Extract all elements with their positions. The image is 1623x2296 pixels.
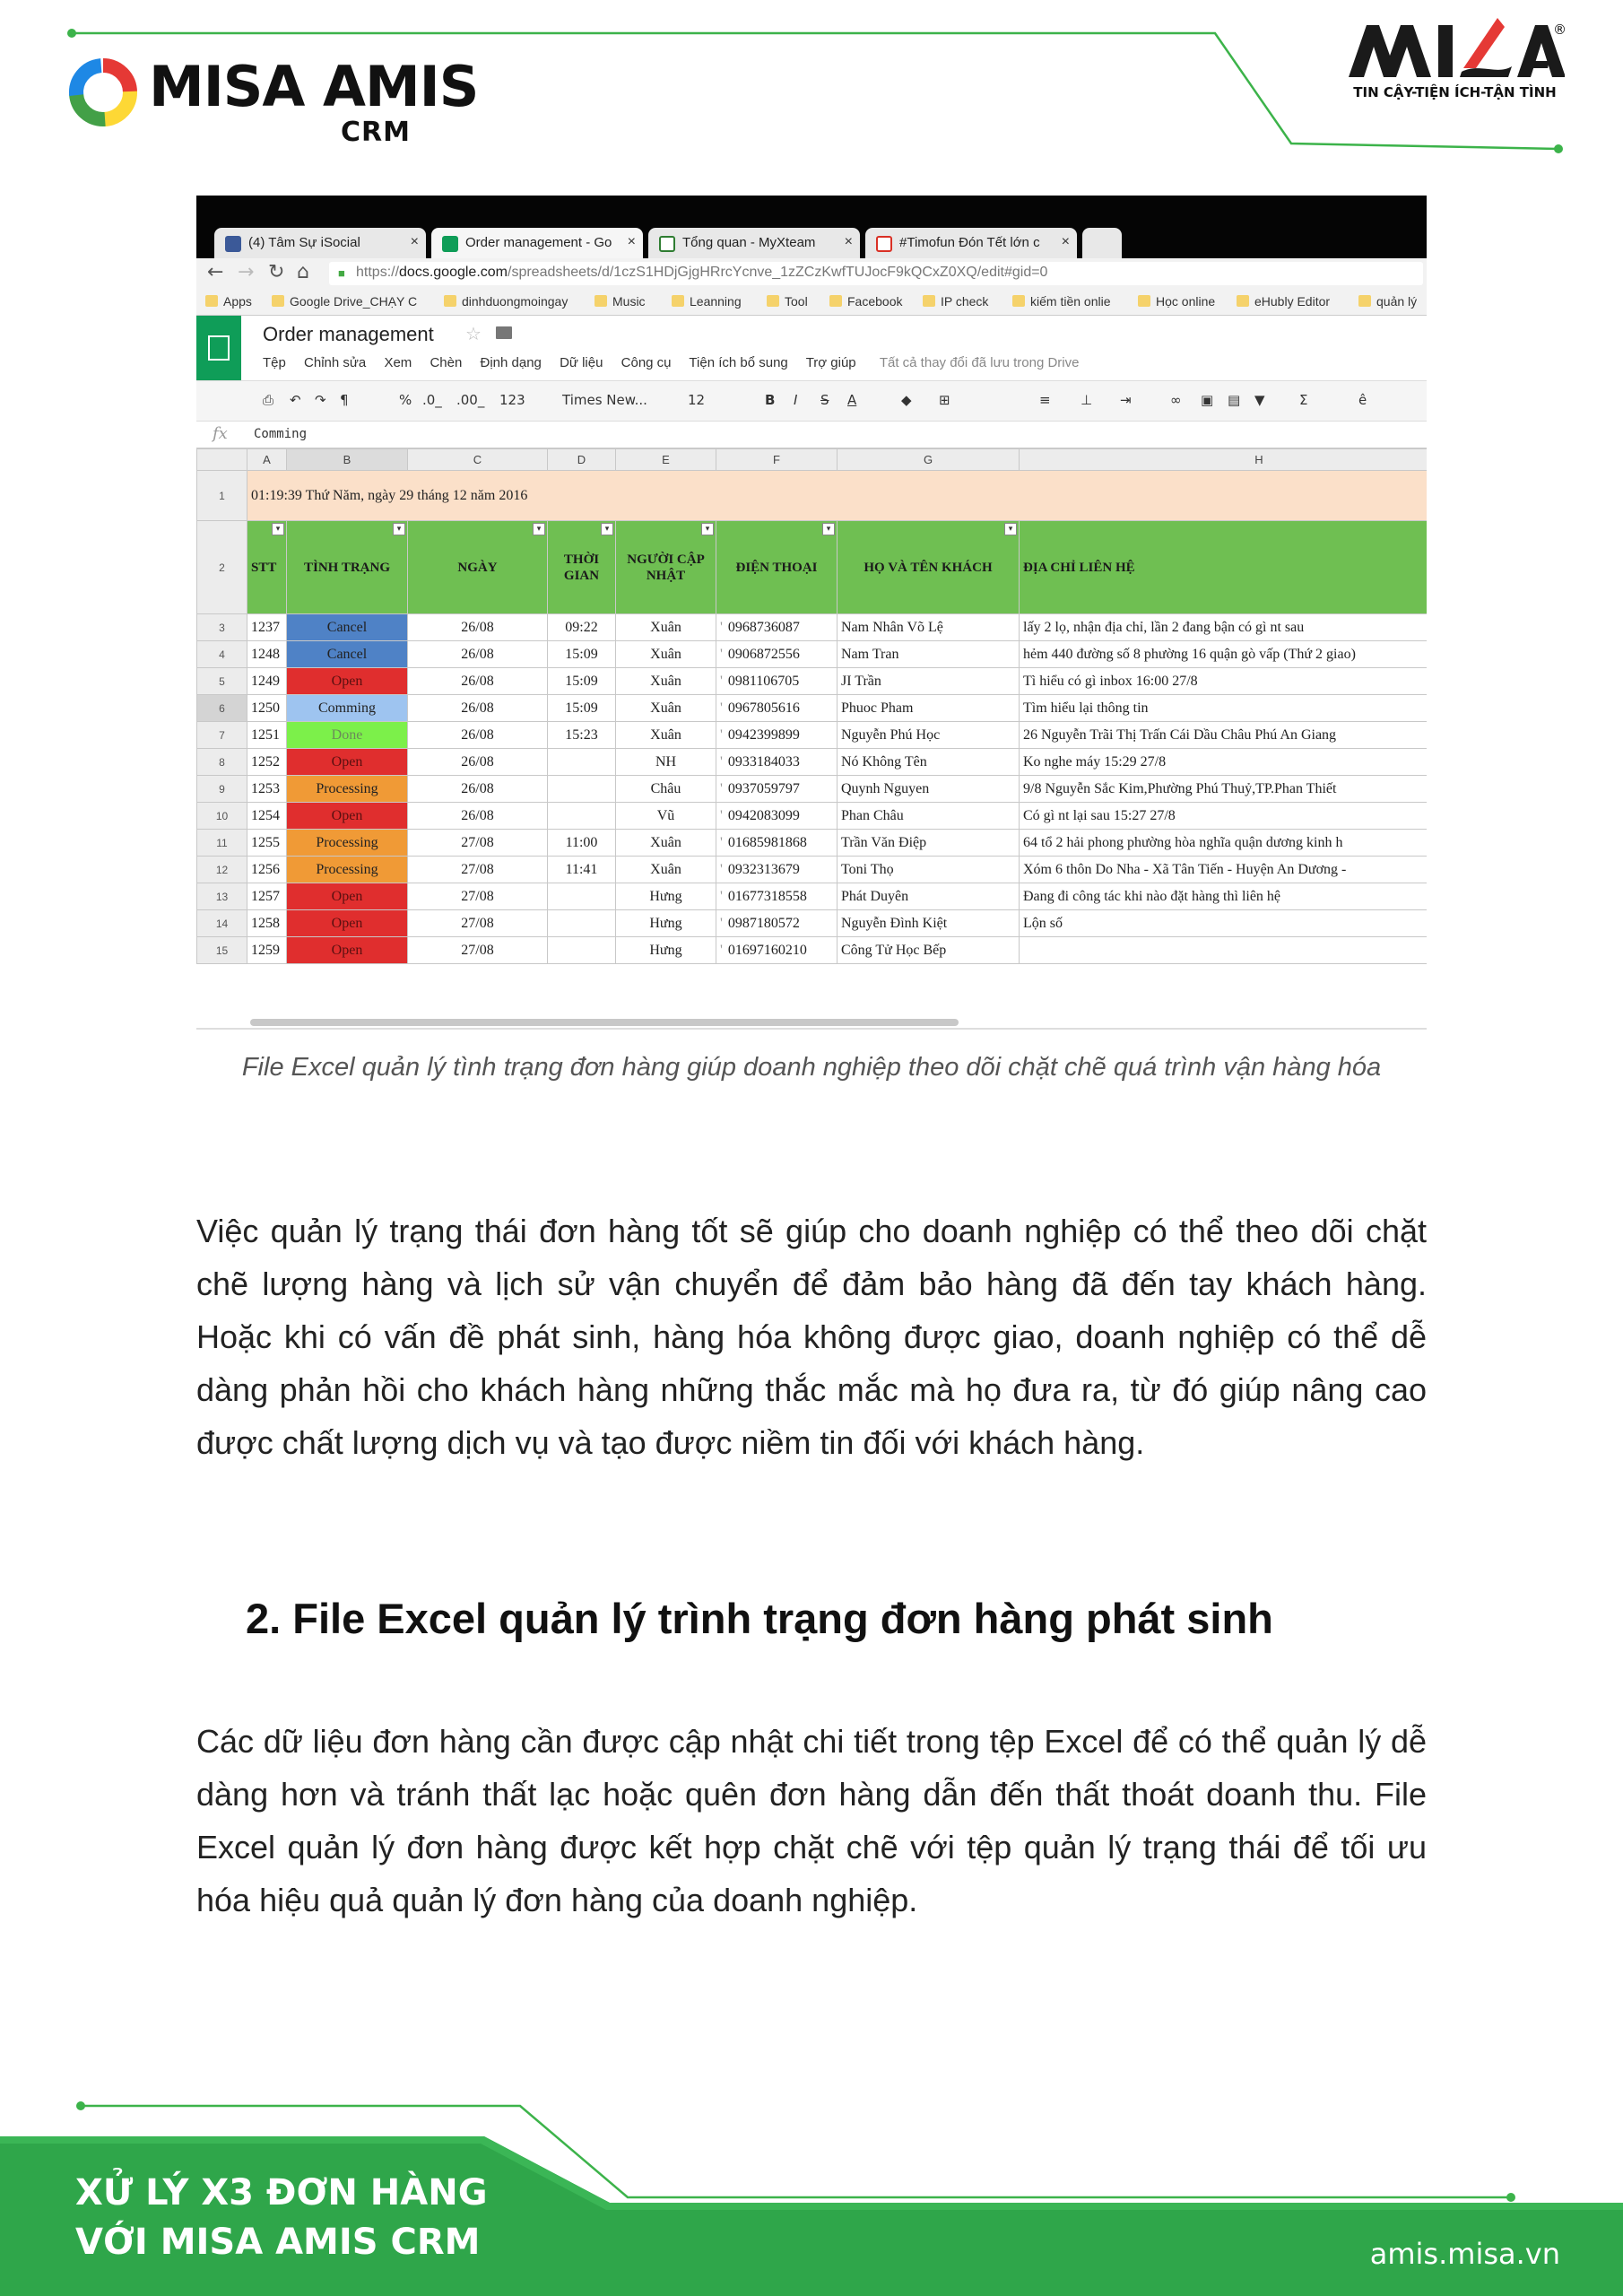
stt-cell[interactable]: 1253: [247, 776, 287, 803]
address-cell[interactable]: Có gì nt lại sau 15:27 27/8: [1020, 803, 1428, 830]
formula-bar: [196, 422, 1427, 448]
status-cell[interactable]: Open: [287, 749, 408, 776]
gmail-icon: [876, 236, 892, 252]
bookmark-item[interactable]: Google Drive_CHẠY C: [272, 294, 417, 309]
updated-by-cell[interactable]: NH: [616, 749, 716, 776]
status-cell[interactable]: Processing: [287, 776, 408, 803]
row-number[interactable]: 15: [197, 937, 247, 964]
logo-product-text: CRM: [341, 117, 411, 148]
reload-icon[interactable]: ↻: [268, 261, 285, 283]
number-format-button[interactable]: 123: [499, 392, 525, 408]
updated-by-cell[interactable]: Hưng: [616, 910, 716, 937]
body-paragraph: Các dữ liệu đơn hàng cần được cập nhật chi tiết trong tệp Excel để có thể quản lý dễ dàng hơn và tránh thất lạc hoặc quên đơn hàng dẫn đến thất thoát doanh thu. File Excel quản lý đơn hàng được kết hợp chặt chẽ với tệp quản lý trạng thái để tối ưu hóa hiệu quả quản lý đơn hàng của doanh nghiệp.: [196, 1723, 1427, 1918]
home-icon[interactable]: ⌂: [297, 261, 309, 283]
valign-icon[interactable]: ⊥: [1081, 392, 1093, 408]
percent-button[interactable]: %: [399, 392, 412, 408]
bookmark-item[interactable]: kiếm tiền onlie: [1012, 294, 1111, 309]
section-heading: 2. File Excel quản lý trình trạng đơn hàng phát sinh: [246, 1595, 1273, 1642]
stt-cell[interactable]: 1237: [247, 614, 287, 641]
date-cell[interactable]: 26/08: [408, 776, 548, 803]
table-row: [197, 614, 1428, 641]
column-header[interactable]: G: [838, 449, 1020, 471]
sheet-grid: [196, 448, 1427, 964]
customer-name-cell[interactable]: Nam Tran: [838, 641, 1020, 668]
horizontal-scrollbar[interactable]: [250, 1019, 959, 1026]
address-cell[interactable]: Ko nghe máy 15:29 27/8: [1020, 749, 1428, 776]
address-cell[interactable]: Tìm hiểu lại thông tin: [1020, 695, 1428, 722]
menu-view[interactable]: Xem: [384, 355, 412, 370]
status-cell[interactable]: Processing: [287, 830, 408, 857]
row-number[interactable]: 8: [197, 749, 247, 776]
date-cell[interactable]: 27/08: [408, 883, 548, 910]
browser-tab-active[interactable]: [431, 228, 643, 258]
bookmark-item[interactable]: quản lý: [1358, 294, 1417, 309]
customer-name-cell[interactable]: Công Tử Học Bếp: [838, 937, 1020, 964]
phone-cell[interactable]: ' 0942083099: [716, 803, 838, 830]
time-cell[interactable]: [548, 937, 616, 964]
stt-cell[interactable]: 1257: [247, 883, 287, 910]
status-cell[interactable]: Open: [287, 803, 408, 830]
time-cell[interactable]: 15:09: [548, 668, 616, 695]
address-cell[interactable]: [1020, 937, 1428, 964]
status-cell[interactable]: Comming: [287, 695, 408, 722]
date-cell[interactable]: 26/08: [408, 695, 548, 722]
tab-label: Order management - Go: [465, 235, 612, 250]
customer-name-cell[interactable]: Nguyễn Đình Kiệt: [838, 910, 1020, 937]
date-cell[interactable]: 26/08: [408, 803, 548, 830]
chart-icon[interactable]: ▤: [1228, 392, 1241, 408]
header-label: STT: [251, 560, 277, 575]
tab-label: #Timofun Đón Tết lớn c: [899, 235, 1040, 250]
menu-file[interactable]: Tệp: [263, 355, 286, 370]
column-header[interactable]: F: [716, 449, 838, 471]
status-cell[interactable]: Open: [287, 910, 408, 937]
phone-cell[interactable]: ' 0933184033: [716, 749, 838, 776]
row-number[interactable]: 6: [197, 695, 247, 722]
registered-mark: ®: [1553, 22, 1567, 38]
align-icon[interactable]: ≡: [1039, 392, 1051, 408]
time-cell[interactable]: [548, 749, 616, 776]
filter-dropdown-icon[interactable]: ▾: [533, 523, 545, 535]
row-number[interactable]: 4: [197, 641, 247, 668]
time-cell[interactable]: [548, 910, 616, 937]
browser-tab[interactable]: [865, 228, 1077, 258]
updated-by-cell[interactable]: Vũ: [616, 803, 716, 830]
decrease-decimal-button[interactable]: .0_: [422, 392, 442, 408]
functions-icon[interactable]: Σ: [1299, 392, 1308, 408]
table-row: [197, 695, 1428, 722]
updated-by-cell[interactable]: Hưng: [616, 883, 716, 910]
bookmark-item[interactable]: Music: [595, 294, 646, 309]
menu-bar: [263, 355, 1093, 370]
misa-tagline: TIN CẬY-TIỆN ÍCH-TẬN TÌNH: [1353, 84, 1557, 100]
select-all-corner[interactable]: [197, 449, 247, 471]
row-number[interactable]: 1: [197, 471, 247, 521]
header-cell[interactable]: [287, 521, 408, 614]
table-row: [197, 937, 1428, 964]
bookmarks-bar: [196, 289, 1427, 316]
date-cell[interactable]: 27/08: [408, 857, 548, 883]
bookmark-item[interactable]: dinhduongmoingay: [444, 294, 568, 309]
header-label: NGƯỜI CẬP NHẬT: [627, 552, 705, 583]
updated-by-cell[interactable]: Xuân: [616, 641, 716, 668]
menu-help[interactable]: Trợ giúp: [805, 355, 856, 370]
row-number[interactable]: 13: [197, 883, 247, 910]
address-cell[interactable]: 26 Nguyễn Trãi Thị Trấn Cái Dầu Châu Phú An Giang: [1020, 722, 1428, 749]
header-cell[interactable]: [247, 521, 287, 614]
header-label: NGÀY: [457, 560, 498, 575]
table-row: [197, 776, 1428, 803]
customer-name-cell[interactable]: Phan Châu: [838, 803, 1020, 830]
menu-data[interactable]: Dữ liệu: [560, 355, 603, 370]
link-icon[interactable]: ∞: [1170, 392, 1182, 408]
column-header[interactable]: D: [548, 449, 616, 471]
phone-cell[interactable]: ' 0906872556: [716, 641, 838, 668]
table-row: [197, 641, 1428, 668]
bookmark-item[interactable]: IP check: [923, 294, 988, 309]
updated-by-cell[interactable]: Xuân: [616, 830, 716, 857]
row-number[interactable]: 14: [197, 910, 247, 937]
print-icon[interactable]: ⎙: [263, 392, 274, 408]
misa-wordmark: [1345, 13, 1565, 86]
wrap-icon[interactable]: ⇥: [1120, 392, 1132, 408]
stt-cell[interactable]: 1252: [247, 749, 287, 776]
bookmark-item[interactable]: Facebook: [829, 294, 902, 309]
bookmark-apps[interactable]: Apps: [205, 294, 252, 309]
phone-cell[interactable]: ' 01677318558: [716, 883, 838, 910]
bold-button[interactable]: B: [765, 392, 776, 408]
comment-icon[interactable]: ▣: [1201, 392, 1214, 408]
header-cell[interactable]: [838, 521, 1020, 614]
browser-tab[interactable]: [648, 228, 860, 258]
customer-name-cell[interactable]: Nguyễn Phú Học: [838, 722, 1020, 749]
address-bar: [196, 258, 1427, 289]
table-row: [197, 883, 1428, 910]
font-size-select[interactable]: 12: [688, 392, 706, 408]
bookmark-item[interactable]: eHubly Editor: [1237, 294, 1330, 309]
column-header[interactable]: A: [247, 449, 287, 471]
table-row: [197, 668, 1428, 695]
time-cell[interactable]: [548, 776, 616, 803]
row-number[interactable]: 10: [197, 803, 247, 830]
fill-color-icon[interactable]: ◆: [901, 392, 912, 408]
new-tab-button[interactable]: [1082, 228, 1122, 258]
date-cell[interactable]: 27/08: [408, 910, 548, 937]
strikethrough-button[interactable]: S: [820, 392, 829, 408]
date-title-row: [197, 471, 1428, 521]
updated-by-cell[interactable]: Xuân: [616, 857, 716, 883]
row-number[interactable]: 2: [197, 521, 247, 614]
header-label: THỜI GIAN: [563, 552, 600, 583]
stt-cell[interactable]: 1250: [247, 695, 287, 722]
close-icon[interactable]: ×: [627, 234, 636, 249]
text-color-button[interactable]: A: [847, 392, 857, 408]
bookmark-item[interactable]: Leanning: [672, 294, 742, 309]
updated-by-cell[interactable]: Xuân: [616, 722, 716, 749]
row-number[interactable]: 11: [197, 830, 247, 857]
filter-icon[interactable]: ▼: [1254, 392, 1265, 408]
filter-dropdown-icon[interactable]: ▾: [701, 523, 714, 535]
sheet-date-title[interactable]: 01:19:39 Thứ Năm, ngày 29 tháng 12 năm 2016: [247, 471, 1428, 521]
stt-cell[interactable]: 1254: [247, 803, 287, 830]
customer-name-cell[interactable]: Quynh Nguyen: [838, 776, 1020, 803]
time-cell[interactable]: 09:22: [548, 614, 616, 641]
address-cell[interactable]: 9/8 Nguyễn Sắc Kim,Phường Phú Thuỷ,TP.Phan Thiết: [1020, 776, 1428, 803]
menu-addons[interactable]: Tiện ích bổ sung: [689, 355, 788, 370]
address-cell[interactable]: 64 tổ 2 hải phong phường hòa nghĩa quận dương kinh h: [1020, 830, 1428, 857]
address-cell[interactable]: lấy 2 lọ, nhận địa chỉ, lần 2 đang bận có gì nt sau: [1020, 614, 1428, 641]
date-cell[interactable]: 27/08: [408, 830, 548, 857]
menu-tools[interactable]: Công cụ: [621, 355, 672, 370]
header-cell[interactable]: [408, 521, 548, 614]
filter-dropdown-icon[interactable]: ▾: [393, 523, 405, 535]
document-title[interactable]: Order management: [263, 323, 434, 345]
column-header[interactable]: B: [287, 449, 408, 471]
customer-name-cell[interactable]: Toni Thọ: [838, 857, 1020, 883]
filter-dropdown-icon[interactable]: ▾: [1004, 523, 1017, 535]
menu-edit[interactable]: Chỉnh sửa: [304, 355, 367, 370]
footer-title: [75, 2169, 488, 2267]
column-header[interactable]: E: [616, 449, 716, 471]
folder-icon[interactable]: [496, 326, 512, 339]
row-number[interactable]: 12: [197, 857, 247, 883]
column-header[interactable]: C: [408, 449, 548, 471]
phone-cell[interactable]: ' 0981106705: [716, 668, 838, 695]
font-family-select[interactable]: Times New...: [562, 392, 647, 408]
stt-cell[interactable]: 1249: [247, 668, 287, 695]
updated-by-cell[interactable]: Xuân: [616, 614, 716, 641]
borders-icon[interactable]: ⊞: [939, 392, 950, 408]
close-icon[interactable]: ×: [1061, 234, 1070, 249]
stt-cell[interactable]: 1248: [247, 641, 287, 668]
header-cell[interactable]: [548, 521, 616, 614]
status-cell[interactable]: Cancel: [287, 641, 408, 668]
header-label: ĐỊA CHỈ LIÊN HỆ: [1023, 560, 1135, 575]
bookmark-item[interactable]: Tool: [767, 294, 808, 309]
undo-icon[interactable]: ↶: [290, 392, 301, 408]
table-row: [197, 803, 1428, 830]
input-tools-icon[interactable]: ê: [1358, 392, 1367, 408]
misa-logo: [1345, 13, 1565, 111]
back-icon[interactable]: ←: [207, 261, 224, 283]
forward-icon[interactable]: →: [238, 261, 255, 283]
phone-cell[interactable]: ' 01697160210: [716, 937, 838, 964]
browser-tab[interactable]: [214, 228, 426, 258]
table-header-row: [197, 521, 1428, 614]
phone-cell[interactable]: ' 0987180572: [716, 910, 838, 937]
formula-input[interactable]: Comming: [254, 427, 308, 441]
customer-name-cell[interactable]: Nó Không Tên: [838, 749, 1020, 776]
phone-cell[interactable]: ' 0932313679: [716, 857, 838, 883]
table-row: [197, 722, 1428, 749]
url-field[interactable]: [329, 262, 1423, 285]
table-row: [197, 749, 1428, 776]
italic-button[interactable]: I: [794, 392, 798, 408]
updated-by-cell[interactable]: Xuân: [616, 695, 716, 722]
header-cell[interactable]: [616, 521, 716, 614]
address-cell[interactable]: Tì hiểu có gì inbox 16:00 27/8: [1020, 668, 1428, 695]
header-label: ĐIỆN THOẠI: [735, 560, 818, 575]
row-number[interactable]: 9: [197, 776, 247, 803]
date-cell[interactable]: 26/08: [408, 749, 548, 776]
updated-by-cell[interactable]: Xuân: [616, 668, 716, 695]
sheets-icon: [442, 236, 458, 252]
row-number[interactable]: 7: [197, 722, 247, 749]
date-cell[interactable]: 26/08: [408, 722, 548, 749]
redo-icon[interactable]: ↷: [315, 392, 326, 408]
header-label: HỌ VÀ TÊN KHÁCH: [864, 560, 993, 575]
row-number[interactable]: 3: [197, 614, 247, 641]
sheets-logo-icon[interactable]: [196, 316, 241, 380]
header-cell[interactable]: [716, 521, 838, 614]
tab-label: (4) Tâm Sự iSocial: [248, 235, 360, 250]
date-cell[interactable]: 26/08: [408, 668, 548, 695]
bookmark-item[interactable]: Học online: [1138, 294, 1215, 309]
stt-cell[interactable]: 1256: [247, 857, 287, 883]
column-header-row: [197, 449, 1428, 471]
url-path: /spreadsheets/d/1czS1HDjGjgHRrcYcnve_1zZCzKwfTUJocF9kQCxZ0XQ/edit#gid=0: [508, 265, 1048, 280]
filter-dropdown-icon[interactable]: ▾: [822, 523, 835, 535]
stt-cell[interactable]: 1258: [247, 910, 287, 937]
time-cell[interactable]: 11:41: [548, 857, 616, 883]
spreadsheet-screenshot: [196, 196, 1427, 1030]
table-row: [197, 830, 1428, 857]
time-cell[interactable]: 11:00: [548, 830, 616, 857]
customer-name-cell[interactable]: Phuoc Pham: [838, 695, 1020, 722]
customer-name-cell[interactable]: JI Trần: [838, 668, 1020, 695]
misa-amis-crm-logo: [66, 52, 479, 151]
page-icon: [659, 236, 675, 252]
date-cell[interactable]: 26/08: [408, 614, 548, 641]
stt-cell[interactable]: 1255: [247, 830, 287, 857]
close-icon[interactable]: ×: [410, 234, 419, 249]
time-cell[interactable]: 15:09: [548, 641, 616, 668]
lock-icon: ■: [338, 266, 345, 280]
filter-dropdown-icon[interactable]: ▾: [601, 523, 613, 535]
phone-cell[interactable]: ' 0967805616: [716, 695, 838, 722]
footer-title-line: XỬ LÝ X3 ĐƠN HÀNG: [75, 2172, 488, 2213]
time-cell[interactable]: [548, 803, 616, 830]
date-cell[interactable]: 26/08: [408, 641, 548, 668]
updated-by-cell[interactable]: Châu: [616, 776, 716, 803]
customer-name-cell[interactable]: Phát Duyên: [838, 883, 1020, 910]
time-cell[interactable]: 15:23: [548, 722, 616, 749]
customer-name-cell[interactable]: Trần Văn Điệp: [838, 830, 1020, 857]
header-cell[interactable]: [1020, 521, 1428, 614]
tab-label: Tổng quan - MyXteam: [682, 235, 816, 250]
phone-cell[interactable]: ' 0968736087: [716, 614, 838, 641]
increase-decimal-button[interactable]: .00_: [456, 392, 485, 408]
paint-format-icon[interactable]: ¶: [340, 392, 349, 408]
status-cell[interactable]: Open: [287, 883, 408, 910]
url-scheme: https://: [356, 265, 400, 280]
header-label: TÌNH TRẠNG: [304, 560, 390, 575]
address-cell[interactable]: hẻm 440 đường số 8 phường 16 quận gò vấp (Thứ 2 giao): [1020, 641, 1428, 668]
figure-caption: File Excel quản lý tình trạng đơn hàng giúp doanh nghiệp theo dõi chặt chẽ quá trình vận hàng hóa: [241, 1053, 1382, 1082]
phone-cell[interactable]: ' 0942399899: [716, 722, 838, 749]
close-icon[interactable]: ×: [844, 234, 853, 249]
browser-tab-strip: [196, 196, 1427, 258]
facebook-icon: [225, 236, 241, 252]
status-cell[interactable]: Cancel: [287, 614, 408, 641]
phone-cell[interactable]: ' 01685981868: [716, 830, 838, 857]
row-number[interactable]: 5: [197, 668, 247, 695]
footer-title-line: VỚI MISA AMIS CRM: [75, 2222, 481, 2263]
time-cell[interactable]: 15:09: [548, 695, 616, 722]
status-cell[interactable]: Processing: [287, 857, 408, 883]
amis-ring-icon: [66, 56, 140, 129]
filter-dropdown-icon[interactable]: ▾: [272, 523, 284, 535]
address-cell[interactable]: Lộn số: [1020, 910, 1428, 937]
updated-by-cell[interactable]: Hưng: [616, 937, 716, 964]
fx-icon: fx: [213, 424, 228, 443]
logo-brand-text: MISA AMIS: [149, 54, 479, 119]
url-host: docs.google.com: [399, 265, 508, 280]
status-cell[interactable]: Done: [287, 722, 408, 749]
status-cell[interactable]: Open: [287, 668, 408, 695]
phone-cell[interactable]: ' 0937059797: [716, 776, 838, 803]
star-icon[interactable]: ☆: [465, 323, 482, 344]
customer-name-cell[interactable]: Nam Nhân Võ Lệ: [838, 614, 1020, 641]
save-status: Tất cả thay đổi đã lưu trong Drive: [879, 355, 1080, 370]
sheets-toolbar: [196, 380, 1427, 422]
stt-cell[interactable]: 1251: [247, 722, 287, 749]
time-cell[interactable]: [548, 883, 616, 910]
table-row: [197, 857, 1428, 883]
address-cell[interactable]: Xóm 6 thôn Do Nha - Xã Tân Tiến - Huyện An Dương -: [1020, 857, 1428, 883]
footer-url[interactable]: amis.misa.vn: [1369, 2237, 1560, 2271]
table-row: [197, 910, 1428, 937]
date-cell[interactable]: 27/08: [408, 937, 548, 964]
status-cell[interactable]: Open: [287, 937, 408, 964]
address-cell[interactable]: Đang đi công tác khi nào đặt hàng thì liên hệ: [1020, 883, 1428, 910]
sheets-header: [196, 316, 1427, 380]
column-header[interactable]: H: [1020, 449, 1428, 471]
menu-insert[interactable]: Chèn: [430, 355, 463, 370]
body-paragraph: Việc quản lý trạng thái đơn hàng tốt sẽ giúp cho doanh nghiệp có thể theo dõi chặt chẽ lượng hàng và lịch sử vận chuyển để đảm bảo hàng đã đến tay khách hàng. Hoặc khi có vấn đề phát sinh, hàng hóa không được giao, doanh nghiệp có thể dễ dàng phản hồi cho khách hàng những thắc mắc mà họ đưa ra, từ đó giúp nâng cao được chất lượng dịch vụ và tạo được niềm tin đối với khách hàng.: [196, 1213, 1427, 1461]
stt-cell[interactable]: 1259: [247, 937, 287, 964]
menu-format[interactable]: Định dạng: [480, 355, 542, 370]
